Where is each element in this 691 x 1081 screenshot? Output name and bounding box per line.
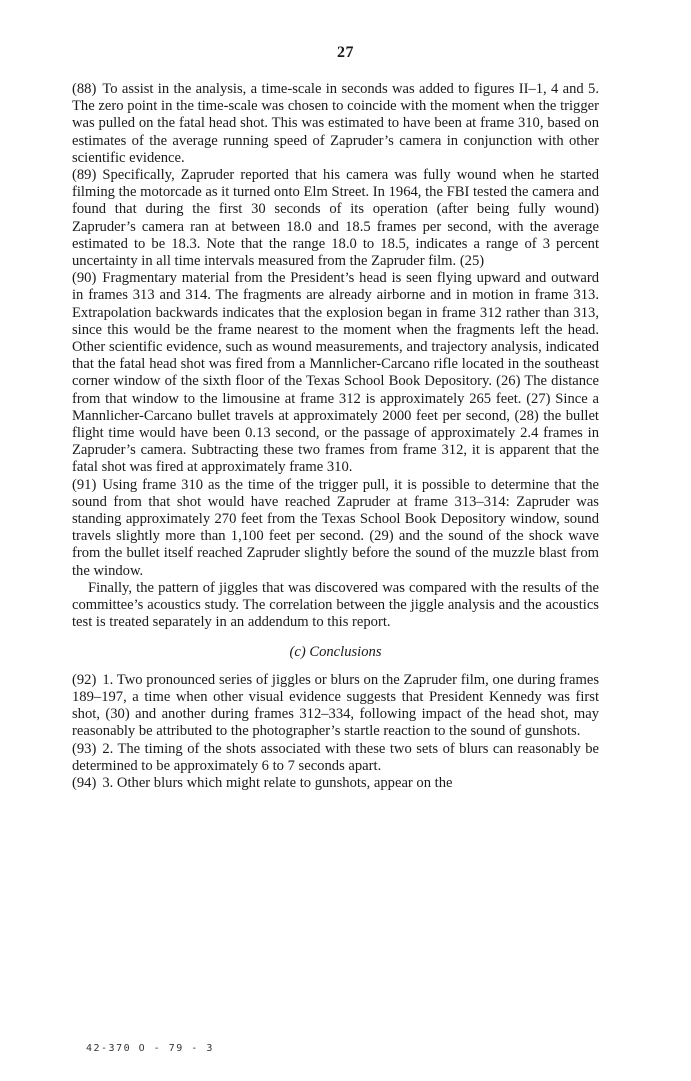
paragraph-number: (88) (72, 81, 97, 97)
paragraph-text: Fragmentary material from the President’s head is seen flying upward and outward in frames 313 and 314. The fragments are already airborne and in motion in frame 313. Extrapolation backwards indicates that the explosion began in frame 312 rather than 313, since this would be the frame nearest to the moment when the fragments left the head. Other scientific evidence, such as wound measurements, and trajectory analysis, indicated that the fatal head shot was fired from a Mannlicher-Carcano rifle located in the southeast corner window of the sixth floor of the Texas School Book Depository. (26) The distance from that window to the limousine at frame 312 is approximately 265 feet. (27) Since a Mannlicher-Carcano bullet travels at approximately 2000 feet per second, (28) the bullet flight time would have been 0.13 second, or the passage of approximately 2.4 frames in Zapruder’s camera. Subtracting these two frames from frame 312, it is apparent that the fatal shot was fired at approximately frame 310. (72, 270, 599, 476)
paragraph-number: (91) (72, 476, 97, 493)
page-number: 27 (337, 44, 354, 61)
paragraph-text: Finally, the pattern of jiggles that was discovered was compared with the results of the committee’s acoustics study. The correlation between the jiggle analysis and the acoustics test is treated separately in an addendum to this report. (72, 579, 599, 631)
paragraph-text: 3. Other blurs which might relate to gunshots, appear on the (102, 774, 453, 791)
paragraph-text: Specifically, Zapruder reported that his camera was fully wound when he started filming the motorcade as it turned onto Elm Street. In 1964, the FBI tested the camera and found that during the first 30 seconds of its operation (after being fully wound) Zapruder’s camera ran at between 18.0 and 18.5 frames per second, with the average estimated to be 18.3. Note that the range 18.0 to 18.5, indicates a range of 3 percent uncertainty in all time intervals measured from the Zapruder film. (25) (72, 167, 599, 270)
paragraph-94 (72, 775, 599, 792)
paragraph-number: (92) (72, 671, 97, 688)
footer-print-code: 42-370 O - 79 - 3 (86, 1043, 214, 1054)
paragraph-91 (72, 477, 599, 580)
paragraph-93 (72, 741, 599, 775)
paragraph-number: (94) (72, 774, 97, 791)
paragraph-finally (72, 580, 599, 632)
paragraph-text: 2. The timing of the shots associated with these two sets of blurs can reasonably be determined to be approximately 6 to 7 seconds apart. (72, 740, 599, 774)
paragraph-number: (93) (72, 740, 97, 757)
body-text (72, 81, 599, 792)
paragraph-90 (72, 270, 599, 476)
section-heading-conclusions: (c) Conclusions (289, 643, 382, 660)
paragraph-92 (72, 672, 599, 741)
paragraph-88 (72, 81, 599, 167)
paragraph-text: To assist in the analysis, a time-scale in seconds was added to figures II–1, 4 and 5. The zero point in the time-scale was chosen to coincide with the moment when the trigger was pulled on the fatal head shot. This was estimated to have been at frame 310, based on estimates of the average running speed of Zapruder’s camera in conjunction with other scientific evidence. (72, 81, 599, 166)
paragraph-number: (90) (72, 270, 97, 287)
paragraph-text: Using frame 310 as the time of the trigger pull, it is possible to determine that the sound from that shot would have reached Zapruder at frame 313–314: Zapruder was standing approximately 270 feet from the Texas School Book Depository window, sound travels slightly more than 1,100 feet per second. (29) and the sound of the shock wave from the bullet itself reached Zapruder slightly before the sound of the muzzle blast from the window. (72, 476, 599, 579)
paragraph-text: 1. Two pronounced series of jiggles or blurs on the Zapruder film, one during frames 189–197, a time when other visual evidence suggests that President Kennedy was first shot, (30) and another during frames 312–334, following impact of the head shot, may reasonably be attributed to the photographer’s startle reaction to the sound of gunshots. (72, 671, 599, 740)
paragraph-number: (89) (72, 167, 97, 184)
paragraph-89 (72, 167, 599, 270)
